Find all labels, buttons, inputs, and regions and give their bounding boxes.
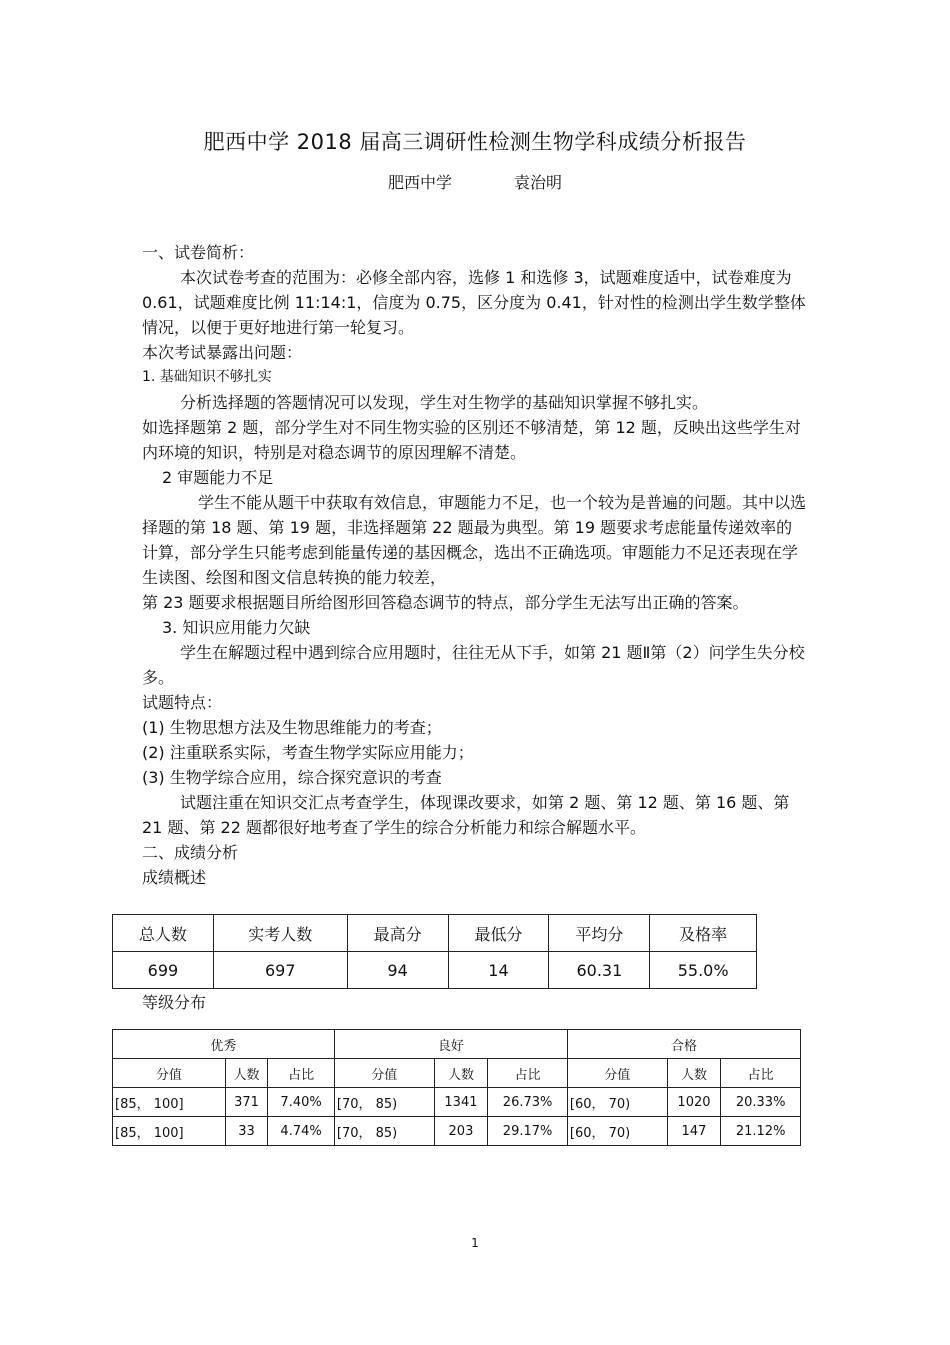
table-cell: 203: [434, 1117, 488, 1146]
group-header: 优秀: [113, 1030, 335, 1059]
paragraph: 学生不能从题干中获取有效信息，审题能力不足，也一个较为是普遍的问题。其中以选择题的第 18 题、第 19 题，非选择题第 22 题最为典型。第 19 题要求考虑能量传递效率的计算，部分学生只能考虑到能量传递的基因概念，选出不正确选项。审题能力不足还表现在学生读图、绘图和图文信息转换的能力较差，: [142, 493, 807, 587]
report-body: [142, 240, 806, 890]
author-school: 肥西中学: [387, 173, 452, 192]
table-cell: [85， 100]: [113, 1088, 226, 1117]
sub-header: 占比: [268, 1059, 335, 1088]
paragraph: 学生在解题过程中遇到综合应用题时，往往无从下手，如第 21 题Ⅱ第（2）问学生失分校多。: [142, 643, 805, 687]
sub-header: 人数: [434, 1059, 488, 1088]
table-header-cell: 总人数: [113, 915, 214, 952]
table-cell: [85， 100]: [113, 1117, 226, 1146]
table-cell: [60， 70): [567, 1117, 667, 1146]
subheading: 本次考试暴露出问题：: [142, 343, 303, 362]
sub-header-row: [113, 1059, 801, 1088]
author-line: [0, 170, 950, 193]
table-cell: 55.0%: [650, 952, 757, 989]
table-header-cell: 最低分: [448, 915, 549, 952]
table-cell: 1020: [667, 1088, 721, 1117]
sub-header: 占比: [488, 1059, 568, 1088]
table-header-cell: 最高分: [347, 915, 448, 952]
table-cell: [60， 70): [567, 1088, 667, 1117]
document-title: 肥西中学 2018 届高三调研性检测生物学科成绩分析报告: [203, 130, 747, 154]
subheading: 2 审题能力不足: [162, 468, 274, 487]
table-cell: 26.73%: [488, 1088, 568, 1117]
section-heading: 一、试卷简析：: [142, 243, 255, 262]
group-header-row: [113, 1030, 801, 1059]
paragraph: 如选择题第 2 题，部分学生对不同生物实验的区别还不够清楚，第 12 题，反映出这些学生对内环境的知识，特别是对稳态调节的原因理解不清楚。: [142, 418, 801, 462]
table-header-cell: 实考人数: [213, 915, 347, 952]
group-header: 合格: [567, 1030, 800, 1059]
list-item: (1) 生物思想方法及生物思维能力的考查；: [142, 718, 442, 737]
list-item: (3) 生物学综合应用，综合探究意识的考查: [142, 768, 442, 787]
table-cell: 21.12%: [721, 1117, 801, 1146]
table-cell: 697: [213, 952, 347, 989]
overview-table: [112, 914, 757, 989]
sub-header: 分值: [334, 1059, 434, 1088]
sub-header: 人数: [225, 1059, 268, 1088]
subheading: 3. 知识应用能力欠缺: [162, 618, 311, 637]
paragraph: 第 23 题要求根据题目所给图形回答稳态调节的特点，部分学生无法写出正确的答案。: [142, 593, 749, 612]
table-cell: [70， 85): [334, 1088, 434, 1117]
table-cell: 94: [347, 952, 448, 989]
subheading: 1. 基础知识不够扎实: [142, 369, 272, 385]
grade-distribution-table: [112, 1029, 801, 1146]
sub-header: 人数: [667, 1059, 721, 1088]
table-cell: 29.17%: [488, 1117, 568, 1146]
paragraph: 本次试卷考查的范围为：必修全部内容，选修 1 和选修 3，试题难度适中，试卷难度为 0.61，试题难度比例 11:14:1，信度为 0.75，区分度为 0.41，针对性的检测出学生数学整体情况，以便于更好地进行第一轮复习。: [142, 268, 806, 337]
table-cell: [70， 85): [334, 1117, 434, 1146]
table-header-row: [113, 915, 757, 952]
table-cell: 4.74%: [268, 1117, 335, 1146]
sub-header: 占比: [721, 1059, 801, 1088]
section-heading: 二、成绩分析: [142, 843, 239, 862]
table-cell: 7.40%: [268, 1088, 335, 1117]
list-item: (2) 注重联系实际，考查生物学实际应用能力；: [142, 743, 474, 762]
table-cell: 33: [225, 1117, 268, 1146]
sub-header: 分值: [567, 1059, 667, 1088]
table-cell: 147: [667, 1117, 721, 1146]
page-number: 1: [471, 1236, 479, 1250]
table-cell: 371: [225, 1088, 268, 1117]
paragraph: 分析选择题的答题情况可以发现，学生对生物学的基础知识掌握不够扎实。: [180, 393, 709, 412]
overview-label: 成绩概述: [142, 868, 207, 887]
table-header-cell: 平均分: [549, 915, 650, 952]
table-row: [113, 1117, 801, 1146]
table-cell: 699: [113, 952, 214, 989]
sub-header: 分值: [113, 1059, 226, 1088]
table-row: [113, 952, 757, 989]
group-header: 良好: [334, 1030, 567, 1059]
author-name: 袁治明: [514, 173, 563, 192]
table-cell: 14: [448, 952, 549, 989]
grades-label: 等级分布: [142, 993, 207, 1012]
paragraph: 试题注重在知识交汇点考查学生，体现课改要求，如第 2 题、第 12 题、第 16 题、第 21 题、第 22 题都很好地考查了学生的综合分析能力和综合解题水平。: [142, 793, 790, 837]
table-row: [113, 1088, 801, 1117]
table-cell: 20.33%: [721, 1088, 801, 1117]
subheading: 试题特点：: [142, 693, 223, 712]
table-header-cell: 及格率: [650, 915, 757, 952]
table-cell: 60.31: [549, 952, 650, 989]
table-cell: 1341: [434, 1088, 488, 1117]
